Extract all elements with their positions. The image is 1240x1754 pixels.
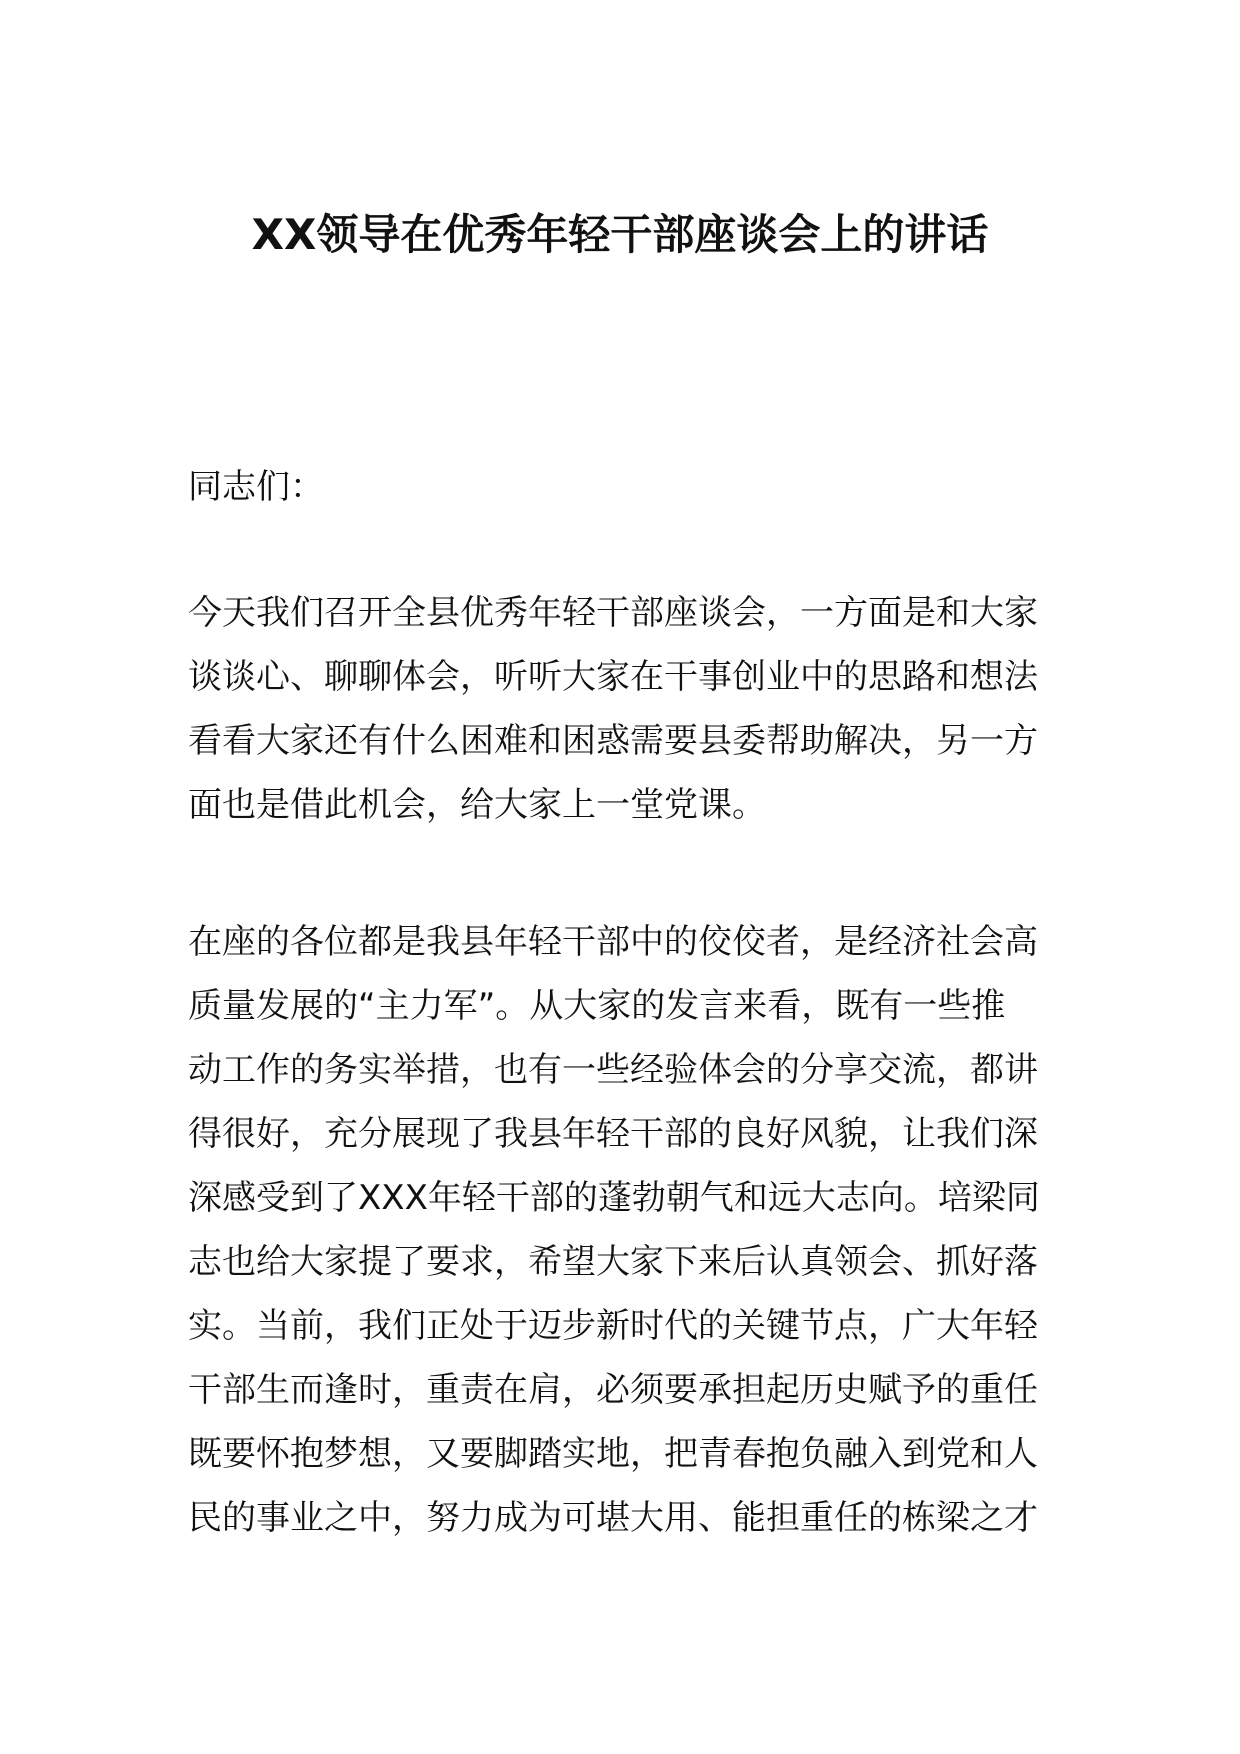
paragraph-line: 谈谈心、聊聊体会，听听大家在干事创业中的思路和想法: [188, 657, 1038, 697]
salutation: 同志们：: [188, 467, 324, 507]
paragraph-2: [188, 910, 1068, 1550]
paragraph-line: 得很好，充分展现了我县年轻干部的良好风貌，让我们深: [188, 1114, 1038, 1154]
paragraph-line: 今天我们召开全县优秀年轻干部座谈会，一方面是和大家: [188, 593, 1038, 633]
paragraph-line: 深感受到了XXX年轻干部的蓬勃朝气和远大志向。培梁同: [188, 1178, 1040, 1218]
paragraph-line: 既要怀抱梦想，又要脚踏实地，把青春抱负融入到党和人: [188, 1434, 1038, 1474]
paragraph-line: 动工作的务实举措，也有一些经验体会的分享交流，都讲: [188, 1050, 1038, 1090]
paragraph-line: 实。当前，我们正处于迈步新时代的关键节点，广大年轻: [188, 1306, 1038, 1346]
paragraph-line: 在座的各位都是我县年轻干部中的佼佼者，是经济社会高: [188, 922, 1038, 962]
paragraph-line: 看看大家还有什么困难和困惑需要县委帮助解决，另一方: [188, 721, 1038, 761]
paragraph-line: 志也给大家提了要求，希望大家下来后认真领会、抓好落: [188, 1242, 1038, 1282]
paragraph-1: [188, 581, 1068, 837]
paragraph-line: 干部生而逢时，重责在肩，必须要承担起历史赋予的重任: [188, 1370, 1038, 1410]
paragraph-line: 民的事业之中，努力成为可堪大用、能担重任的栋梁之才: [188, 1498, 1038, 1538]
paragraph-line: 质量发展的“主力军”。从大家的发言来看，既有一些推: [188, 986, 1006, 1026]
paragraph-line: 面也是借此机会，给大家上一堂党课。: [188, 785, 766, 825]
document-title: XX领导在优秀年轻干部座谈会上的讲话: [251, 210, 989, 259]
